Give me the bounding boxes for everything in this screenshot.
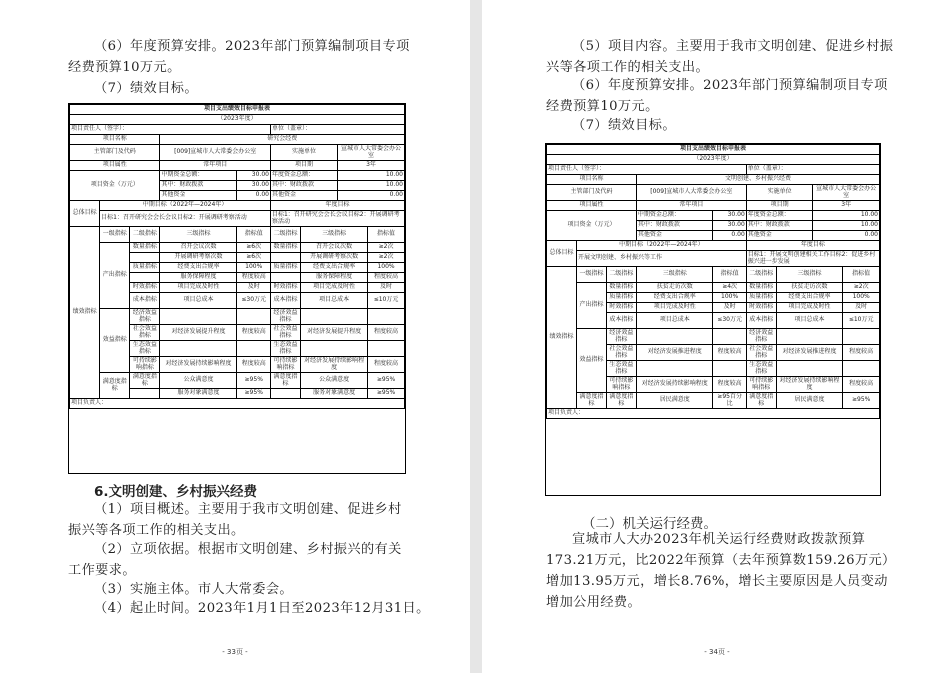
indicator-level2: 可持续影响指标 — [746, 377, 776, 393]
header-cell: 指标值 — [843, 267, 880, 283]
paragraph-goals: （7）绩效目标。 — [572, 118, 676, 133]
benefit-label: 效益指标 — [576, 329, 606, 393]
period-label: 项目期 — [270, 161, 337, 171]
indicator-level3: 开展调研考察次数 — [301, 253, 368, 263]
indicator-level2: 数量指标 — [606, 283, 636, 293]
indicator-level2: 质量指标 — [270, 263, 300, 273]
paragraph-period: （4）起止时间。2023年1月1日至2023年12月31日。 — [94, 601, 430, 616]
form-footer: 项目负责人： — [70, 399, 405, 409]
indicator-value: 程度较高 — [368, 325, 405, 341]
indicator-level2: 时效指标 — [606, 303, 636, 313]
indicator-value: 程度较高 — [843, 345, 880, 361]
indicator-level2: 经济效益指标 — [746, 329, 776, 345]
attr-value: 常年项目 — [636, 201, 746, 211]
indicator-value: 及时 — [237, 283, 271, 293]
total-goal-label: 总体目标 — [547, 241, 577, 267]
funds-key: 其他资金 — [636, 231, 713, 241]
indicator-level3: 扶贫走访次数 — [776, 283, 843, 293]
mid-goal-text: 开展文明创建、乡村振兴等工作 — [576, 251, 746, 267]
form-title: 项目支出绩效目标申报表 — [547, 145, 880, 155]
performance-form — [545, 143, 881, 496]
funds-label: 项目资金（万元） — [547, 211, 637, 241]
indicator-level2: 社会效益指标 — [746, 345, 776, 361]
form-responsible-label: 项目责任人（签字）： — [70, 125, 271, 135]
benefit-label: 效益指标 — [100, 309, 130, 373]
indicator-value: 程度较高 — [237, 325, 271, 341]
indicator-level2: 生态效益指标 — [746, 361, 776, 377]
indicator-level3: 项目总成本 — [636, 313, 713, 329]
mid-goal-head: 中期目标（2022年—2024年） — [576, 241, 746, 251]
indicator-value: ≤30万元 — [713, 313, 746, 329]
indicator-level2: 可持续影响指标 — [606, 377, 636, 393]
form-seal-label: 单位（盖章）： — [746, 165, 879, 175]
impl-value: 宣城市人大常委会办公室 — [813, 185, 880, 201]
year-goal-head: 年度目标 — [270, 201, 404, 211]
form-year: （2023年度） — [70, 115, 405, 125]
indicator-value: 程度较高 — [237, 273, 271, 283]
indicator-level3: 对经济发展提升程度 — [160, 325, 237, 341]
section-heading: （二）机关运行经费。 — [582, 516, 717, 532]
funds-value: 10.00 — [337, 181, 404, 191]
indicator-level2: 经济效益指标 — [270, 309, 300, 325]
indicator-level2: 满意度指标 — [746, 393, 776, 409]
indicator-value: 及时 — [843, 303, 880, 313]
indicator-level3: 居民满意度 — [636, 393, 713, 409]
indicator-level3: 对经济发展提升程度 — [301, 325, 368, 341]
indicator-level2: 生态效益指标 — [270, 341, 300, 357]
indicator-level3 — [776, 361, 843, 377]
indicator-level2: 数量指标 — [746, 283, 776, 293]
indicator-level3: 项目完成及时性 — [636, 303, 713, 313]
dept-value: [009]宣城市人大常委会办公室 — [636, 185, 746, 201]
document-page-left — [0, 0, 470, 673]
page-number: - 34页 - — [704, 648, 730, 656]
year-goal-text: 目标1：开展文明创建相关工作目标2：促进乡村振兴进一步发展 — [746, 251, 879, 267]
mid-goal-text: 目标1：召开研究会会长会议目标2：开展调研考察活动 — [100, 211, 271, 227]
indicator-level3: 对经济发展持续影响程度 — [160, 357, 237, 373]
paragraph-budget: （6）年度预算安排。2023年部门预算编制项目专项经费预算10万元。 — [546, 78, 888, 114]
indicator-value: ≥95% — [843, 393, 880, 409]
funds-value: 0.00 — [713, 231, 746, 241]
indicator-value: ≥95% — [237, 373, 271, 389]
indicator-value: 100% — [843, 293, 880, 303]
funds-key: 年度资金总额： — [746, 211, 813, 221]
indicator-value — [843, 329, 880, 345]
indicator-level2: 质量指标 — [130, 263, 160, 273]
impl-label: 实施单位 — [746, 185, 813, 201]
indicator-level2: 成本指标 — [746, 313, 776, 329]
header-cell: 二级指标 — [606, 267, 636, 283]
header-cell: 指标值 — [713, 267, 746, 283]
indicator-value: 100% — [368, 263, 405, 273]
indicator-level2: 成本指标 — [606, 313, 636, 329]
indicator-level3: 公众满意度 — [301, 373, 368, 389]
indicator-level2: 可持续影响指标 — [270, 357, 300, 373]
indicator-value — [713, 329, 746, 345]
form-year: （2023年度） — [547, 155, 880, 165]
header-cell: 三级指标 — [636, 267, 713, 283]
indicator-value: ≥6次 — [237, 253, 271, 263]
indicator-level3 — [636, 361, 713, 377]
paragraph-basis: （2）立项依据。根据市文明创建、乡村振兴的有关工作要求。 — [68, 542, 402, 578]
indicator-value — [843, 361, 880, 377]
indicator-level3: 对经济发展推进程度 — [776, 345, 843, 361]
page-number: - 33页 - — [222, 648, 248, 656]
indicator-level2: 满意度指标 — [130, 373, 160, 389]
indicator-value: ≥4次 — [713, 283, 746, 293]
indicator-level3: 对经济发展推进程度 — [636, 345, 713, 361]
indicator-value: 程度较高 — [713, 377, 746, 393]
indicator-level2 — [130, 273, 160, 283]
indicator-level3: 服务保障程度 — [160, 273, 237, 283]
indicator-value: ≥2次 — [368, 243, 405, 253]
form-table — [546, 144, 880, 419]
satisfaction-label: 满意度指标 — [100, 373, 130, 399]
indicator-level3: 经费支出合规率 — [636, 293, 713, 303]
attr-label: 项目属性 — [70, 161, 160, 171]
indicator-level2: 时效指标 — [270, 283, 300, 293]
indicator-value: 程度较高 — [713, 345, 746, 361]
indicator-value: ≥95% — [237, 389, 271, 399]
funds-key: 其他资金 — [746, 231, 813, 241]
indicator-value: ≥95百分比 — [713, 393, 746, 409]
header-cell: 一级指标 — [100, 227, 130, 243]
indicator-level2: 生态效益指标 — [130, 341, 160, 357]
indicator-level3: 对经济发展持续影响程度 — [776, 377, 843, 393]
indicator-value — [713, 361, 746, 377]
indicator-level3: 对经济发展持续影响程度 — [301, 357, 368, 373]
indicator-value: 100% — [237, 263, 271, 273]
dept-label: 主管部门及代码 — [547, 185, 637, 201]
indicator-value: ≤30万元 — [237, 293, 271, 309]
perf-label: 绩效指标 — [547, 267, 577, 409]
paragraph-goals: （7）绩效目标。 — [94, 81, 198, 96]
funds-value: 30.00 — [237, 181, 271, 191]
funds-key: 其他资金 — [160, 191, 237, 201]
indicator-level3 — [160, 309, 237, 325]
funds-key: 其中：财政拨款 — [746, 221, 813, 231]
indicator-level2: 时效指标 — [130, 283, 160, 293]
header-cell: 三级指标 — [776, 267, 843, 283]
indicator-level2 — [130, 389, 160, 399]
funds-key: 年度资金总额： — [270, 171, 337, 181]
project-name-value: 研究会经费 — [160, 135, 405, 145]
paragraph-content: （5）项目内容。主要用于我市文明创建、促进乡村振兴等各项工作的相关支出。 — [546, 39, 894, 75]
form-responsible-label: 项目责任人（签字）： — [547, 165, 747, 175]
indicator-value — [368, 341, 405, 357]
output-label: 产出指标 — [100, 243, 130, 309]
indicator-level3: 项目完成及时性 — [160, 283, 237, 293]
project-name-label: 项目名称 — [70, 135, 160, 145]
funds-value: 10.00 — [813, 221, 880, 231]
indicator-value: ≥95% — [368, 389, 405, 399]
paragraph-operating-funds: 宣城市人大办2023年机关运行经费财政拨款预算173.21万元，比2022年预算（去年预算数159.26万元）增加13.95万元，增长8.76%，增长主要原因是人员变动增加公用经费。 — [546, 532, 896, 610]
indicator-level2: 数量指标 — [270, 243, 300, 253]
paragraph-budget: （6）年度预算安排。2023年部门预算编制项目专项经费预算10万元。 — [68, 39, 410, 75]
indicator-level2: 社会效益指标 — [606, 345, 636, 361]
indicator-value: 及时 — [368, 283, 405, 293]
header-cell: 三级指标 — [160, 227, 237, 243]
funds-value: 0.00 — [813, 231, 880, 241]
indicator-level2: 时效指标 — [746, 303, 776, 313]
indicator-level3: 经费支出合规率 — [160, 263, 237, 273]
header-cell: 指标值 — [237, 227, 271, 243]
header-cell: 二级指标 — [130, 227, 160, 243]
funds-value: 30.00 — [713, 221, 746, 231]
period-value: 3年 — [813, 201, 880, 211]
indicator-level2: 生态效益指标 — [606, 361, 636, 377]
indicator-level2 — [130, 253, 160, 263]
indicator-level3 — [301, 341, 368, 357]
indicator-level3: 项目总成本 — [301, 293, 368, 309]
indicator-level3: 项目总成本 — [776, 313, 843, 329]
indicator-level3: 项目总成本 — [160, 293, 237, 309]
funds-key: 中期资金总额： — [160, 171, 237, 181]
total-goal-label: 总体目标 — [70, 201, 100, 227]
funds-value: 30.00 — [713, 211, 746, 221]
indicator-level2: 社会效益指标 — [130, 325, 160, 341]
dept-label: 主管部门及代码 — [70, 145, 160, 161]
indicator-level3 — [636, 329, 713, 345]
funds-key: 其中：财政拨款 — [636, 221, 713, 231]
indicator-level2 — [270, 389, 300, 399]
year-goal-text: 目标1：召开研究会会长会议目标2：开展调研考察活动 — [270, 211, 404, 227]
document-page-right — [482, 0, 952, 673]
project-name-label: 项目名称 — [547, 175, 637, 185]
attr-value: 常年项目 — [160, 161, 271, 171]
funds-key: 其中：财政拨款 — [160, 181, 237, 191]
funds-key: 其中：财政拨款 — [270, 181, 337, 191]
header-cell: 二级指标 — [746, 267, 776, 283]
indicator-value: ≥95% — [368, 373, 405, 389]
indicator-value — [237, 341, 271, 357]
period-value: 3年 — [337, 161, 404, 171]
satisfaction-label: 满意度指标 — [576, 393, 606, 409]
indicator-value: ≤10万元 — [368, 293, 405, 309]
indicator-level2: 满意度指标 — [606, 393, 636, 409]
funds-value: 0.00 — [237, 191, 271, 201]
indicator-value: ≥2次 — [368, 253, 405, 263]
indicator-level3: 开展调研考察次数 — [160, 253, 237, 263]
indicator-value: 及时 — [713, 303, 746, 313]
indicator-value: 100% — [713, 293, 746, 303]
impl-label: 实施单位 — [270, 145, 337, 161]
attr-label: 项目属性 — [547, 201, 637, 211]
indicator-level2: 经济效益指标 — [130, 309, 160, 325]
form-title: 项目支出绩效目标申报表 — [70, 105, 405, 115]
perf-label: 绩效指标 — [70, 227, 100, 399]
year-goal-head: 年度目标 — [746, 241, 879, 251]
funds-key: 其他资金 — [270, 191, 337, 201]
indicator-value: 程度较高 — [237, 357, 271, 373]
funds-label: 项目资金（万元） — [70, 171, 160, 201]
form-footer: 项目负责人： — [547, 409, 880, 419]
dept-value: [009]宣城市人大常委会办公室 — [160, 145, 271, 161]
funds-value: 10.00 — [337, 171, 404, 181]
indicator-level3: 服务保障程度 — [301, 273, 368, 283]
funds-value: 30.00 — [237, 171, 271, 181]
indicator-value: ≥6次 — [237, 243, 271, 253]
paragraph-overview: （1）项目概述。主要用于我市文明创建、促进乡村振兴等各项工作的相关支出。 — [68, 502, 402, 538]
indicator-level3: 召开会议次数 — [160, 243, 237, 253]
indicator-level2: 数量指标 — [130, 243, 160, 253]
indicator-level2: 质量指标 — [606, 293, 636, 303]
indicator-level2: 满意度指标 — [270, 373, 300, 389]
funds-key: 中期资金总额： — [636, 211, 713, 221]
indicator-value: ≤10万元 — [843, 313, 880, 329]
indicator-level2: 质量指标 — [746, 293, 776, 303]
indicator-level2: 社会效益指标 — [270, 325, 300, 341]
performance-form — [68, 103, 406, 474]
indicator-level3: 项目完成及时性 — [301, 283, 368, 293]
mid-goal-head: 中期目标（2022年—2024年） — [100, 201, 271, 211]
funds-value: 0.00 — [337, 191, 404, 201]
indicator-level3: 公众满意度 — [160, 373, 237, 389]
impl-value: 宣城市人大常委会办公室 — [337, 145, 404, 161]
header-cell: 三级指标 — [301, 227, 368, 243]
form-seal-label: 单位（盖章）： — [270, 125, 404, 135]
indicator-level3: 对经济发展持续影响程度 — [636, 377, 713, 393]
indicator-level2: 成本指标 — [130, 293, 160, 309]
header-cell: 二级指标 — [270, 227, 300, 243]
indicator-level3: 服务对象满意度 — [160, 389, 237, 399]
indicator-level3 — [301, 309, 368, 325]
indicator-level2 — [270, 253, 300, 263]
indicator-value: ≥2次 — [843, 283, 880, 293]
indicator-level3 — [776, 329, 843, 345]
indicator-value: 程度较高 — [368, 357, 405, 373]
indicator-level3: 扶贫走访次数 — [636, 283, 713, 293]
indicator-level3: 经费支出合规率 — [301, 263, 368, 273]
section-heading: 6.文明创建、乡村振兴经费 — [94, 484, 258, 500]
indicator-value — [237, 309, 271, 325]
indicator-level3: 召开会议次数 — [301, 243, 368, 253]
indicator-level2: 成本指标 — [270, 293, 300, 309]
paragraph-subject: （3）实施主体。市人大常委会。 — [94, 582, 294, 597]
project-name-value: 文明创建、乡村振兴经费 — [636, 175, 879, 185]
indicator-level3: 服务对象满意度 — [301, 389, 368, 399]
header-cell: 一级指标 — [576, 267, 606, 283]
indicator-level2 — [270, 273, 300, 283]
indicator-level2: 经济效益指标 — [606, 329, 636, 345]
funds-value: 10.00 — [813, 211, 880, 221]
period-label: 项目期 — [746, 201, 813, 211]
indicator-value: 程度较高 — [368, 273, 405, 283]
indicator-level3 — [160, 341, 237, 357]
output-label: 产出指标 — [576, 283, 606, 329]
form-table — [69, 104, 405, 409]
indicator-level3: 居民满意度 — [776, 393, 843, 409]
indicator-level3: 经费支出合规率 — [776, 293, 843, 303]
indicator-value: 程度较高 — [843, 377, 880, 393]
indicator-level2: 可持续影响指标 — [130, 357, 160, 373]
header-cell: 指标值 — [368, 227, 405, 243]
indicator-value — [368, 309, 405, 325]
indicator-level3: 项目完成及时性 — [776, 303, 843, 313]
